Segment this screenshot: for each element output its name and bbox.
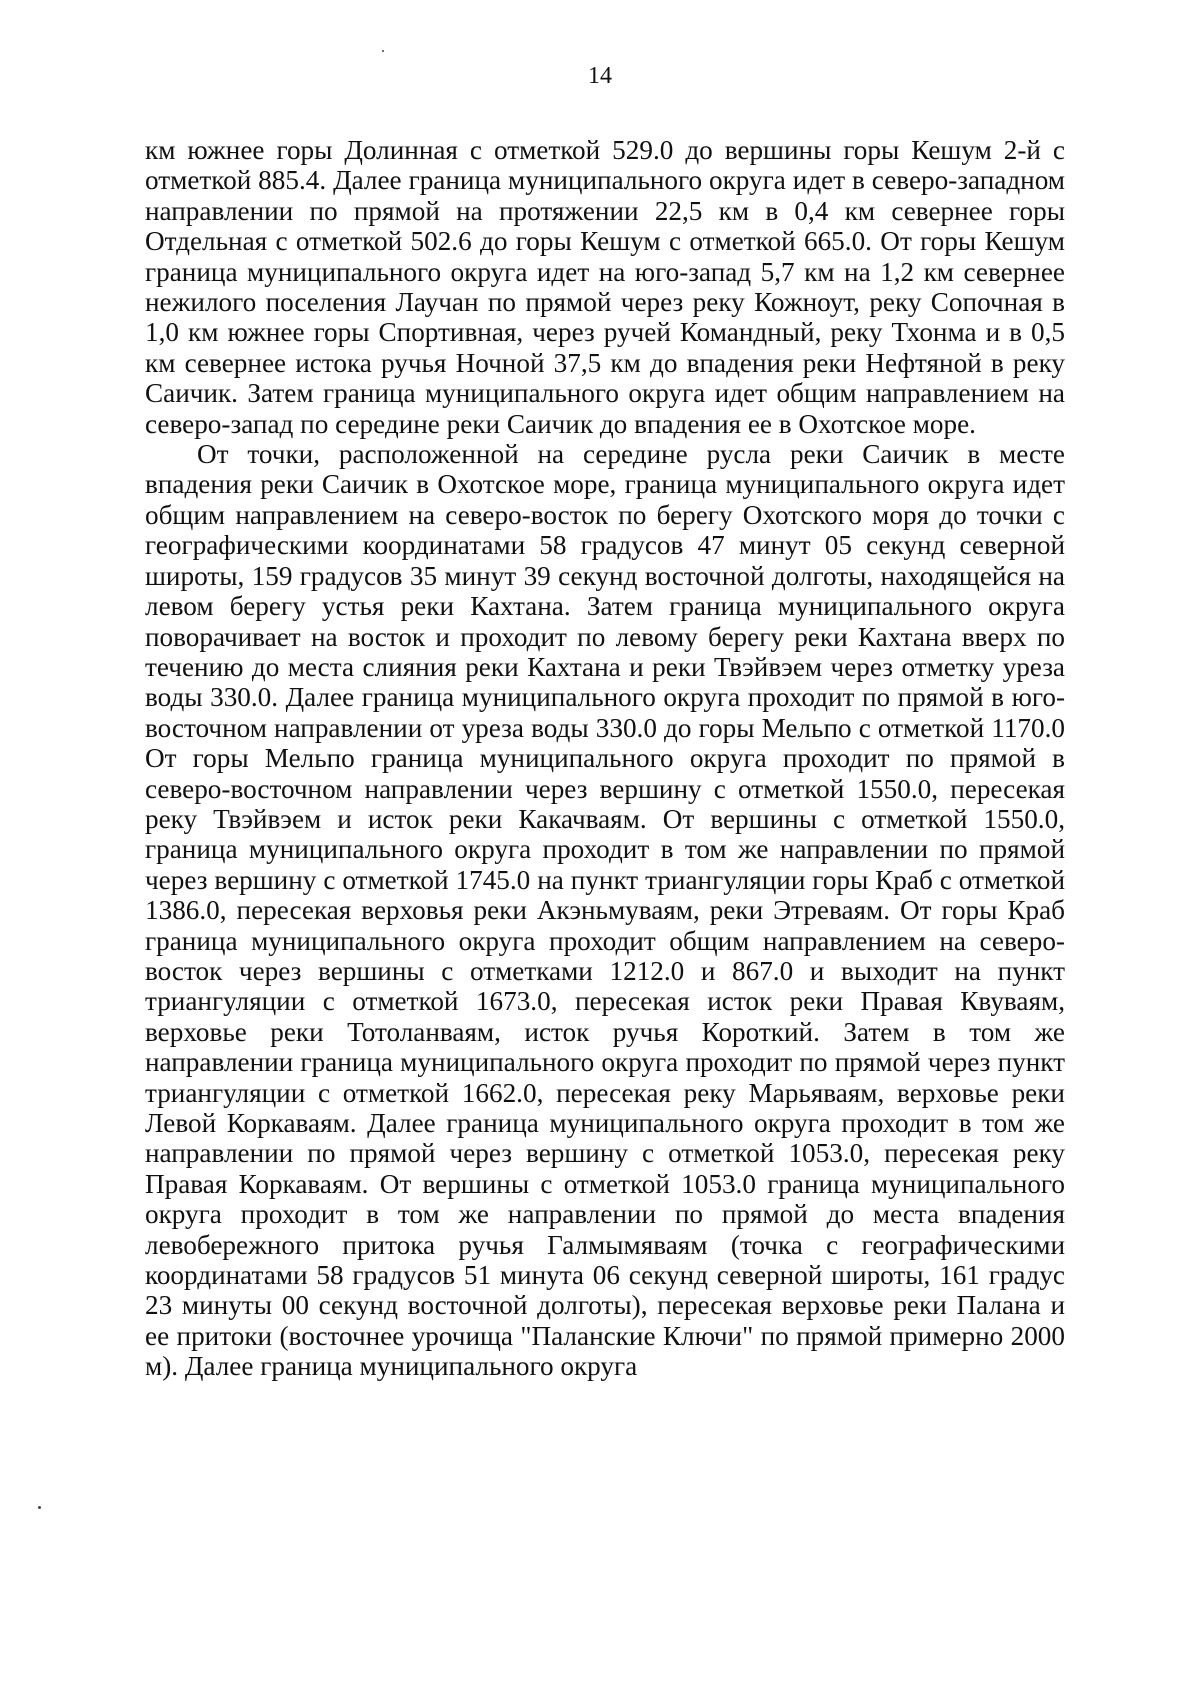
document-body bbox=[145, 135, 1065, 1382]
scan-speck-top bbox=[382, 50, 384, 52]
page-number: 14 bbox=[588, 63, 612, 89]
scan-speck-bottom-left bbox=[38, 1506, 41, 1509]
paragraph-continuation: км южнее горы Долинная с отметкой 529.0 до вершины горы Кешум 2-й с отметкой 885.4. Далее граница муниципального округа идет в северо-западном направлении по прямой на протяжении 22,5 км в 0,4 км севернее горы Отдельная с отметкой 502.6 до горы Кешум с отметкой 665.0. От горы Кешум граница муниципального округа идет на юго-запад 5,7 км на 1,2 км севернее нежилого поселения Лаучан по прямой через реку Кожноут, реку Сопочная в 1,0 км южнее горы Спортивная, через ручей Командный, реку Тхонма и в 0,5 км севернее истока ручья Ночной 37,5 км до впадения реки Нефтяной в реку Саичик. Затем граница муниципального округа идет общим направлением на северо-запад по середине реки Саичик до впадения ее в Охотское море. bbox=[145, 135, 1065, 439]
paragraph-boundary-description: От точки, расположенной на середине русла реки Саичик в месте впадения реки Саичик в Охотское море, граница муниципального округа идет общим направлением на северо-восток по берегу Охотского моря до точки с географическими координатами 58 градусов 47 минут 05 секунд северной широты, 159 градусов 35 минут 39 секунд восточной долготы, находящейся на левом берегу устья реки Кахтана. Затем граница муниципального округа поворачивает на восток и проходит по левому берегу реки Кахтана вверх по течению до места слияния реки Кахтана и реки Твэйвэем через отметку уреза воды 330.0. Далее граница муниципального округа проходит по прямой в юго-восточном направлении от уреза воды 330.0 до горы Мельпо с отметкой 1170.0 От горы Мельпо граница муниципального округа проходит по прямой в северо-восточном направлении через вершину с отметкой 1550.0, пересекая реку Твэйвэем и исток реки Какачваям. От вершины с отметкой 1550.0, граница муниципального округа проходит в том же направлении по прямой через вершину с отметкой 1745.0 на пункт триангуляции горы Краб с отметкой 1386.0, пересекая верховья реки Акэньмуваям, реки Этреваям. От горы Краб граница муниципального округа проходит общим направлением на северо-восток через вершины с отметками 1212.0 и 867.0 и выходит на пункт триангуляции с отметкой 1673.0, пересекая исток реки Правая Квуваям, верховье реки Тотоланваям, исток ручья Короткий. Затем в том же направлении граница муниципального округа проходит по прямой через пункт триангуляции с отметкой 1662.0, пересекая реку Марьяваям, верховье реки Левой Коркаваям. Далее граница муниципального округа проходит в том же направлении по прямой через вершину с отметкой 1053.0, пересекая реку Правая Коркаваям. От вершины с отметкой 1053.0 граница муниципального округа проходит в том же направлении по прямой до места впадения левобережного притока ручья Галмымяваям (точка с географическими координатами 58 градусов 51 минута 06 секунд северной широты, 161 градус 23 минуты 00 секунд восточной долготы), пересекая верховье реки Палана и ее притоки (восточнее урочища "Паланские Ключи" по прямой примерно 2000 м). Далее граница муниципального округа bbox=[145, 439, 1065, 1382]
